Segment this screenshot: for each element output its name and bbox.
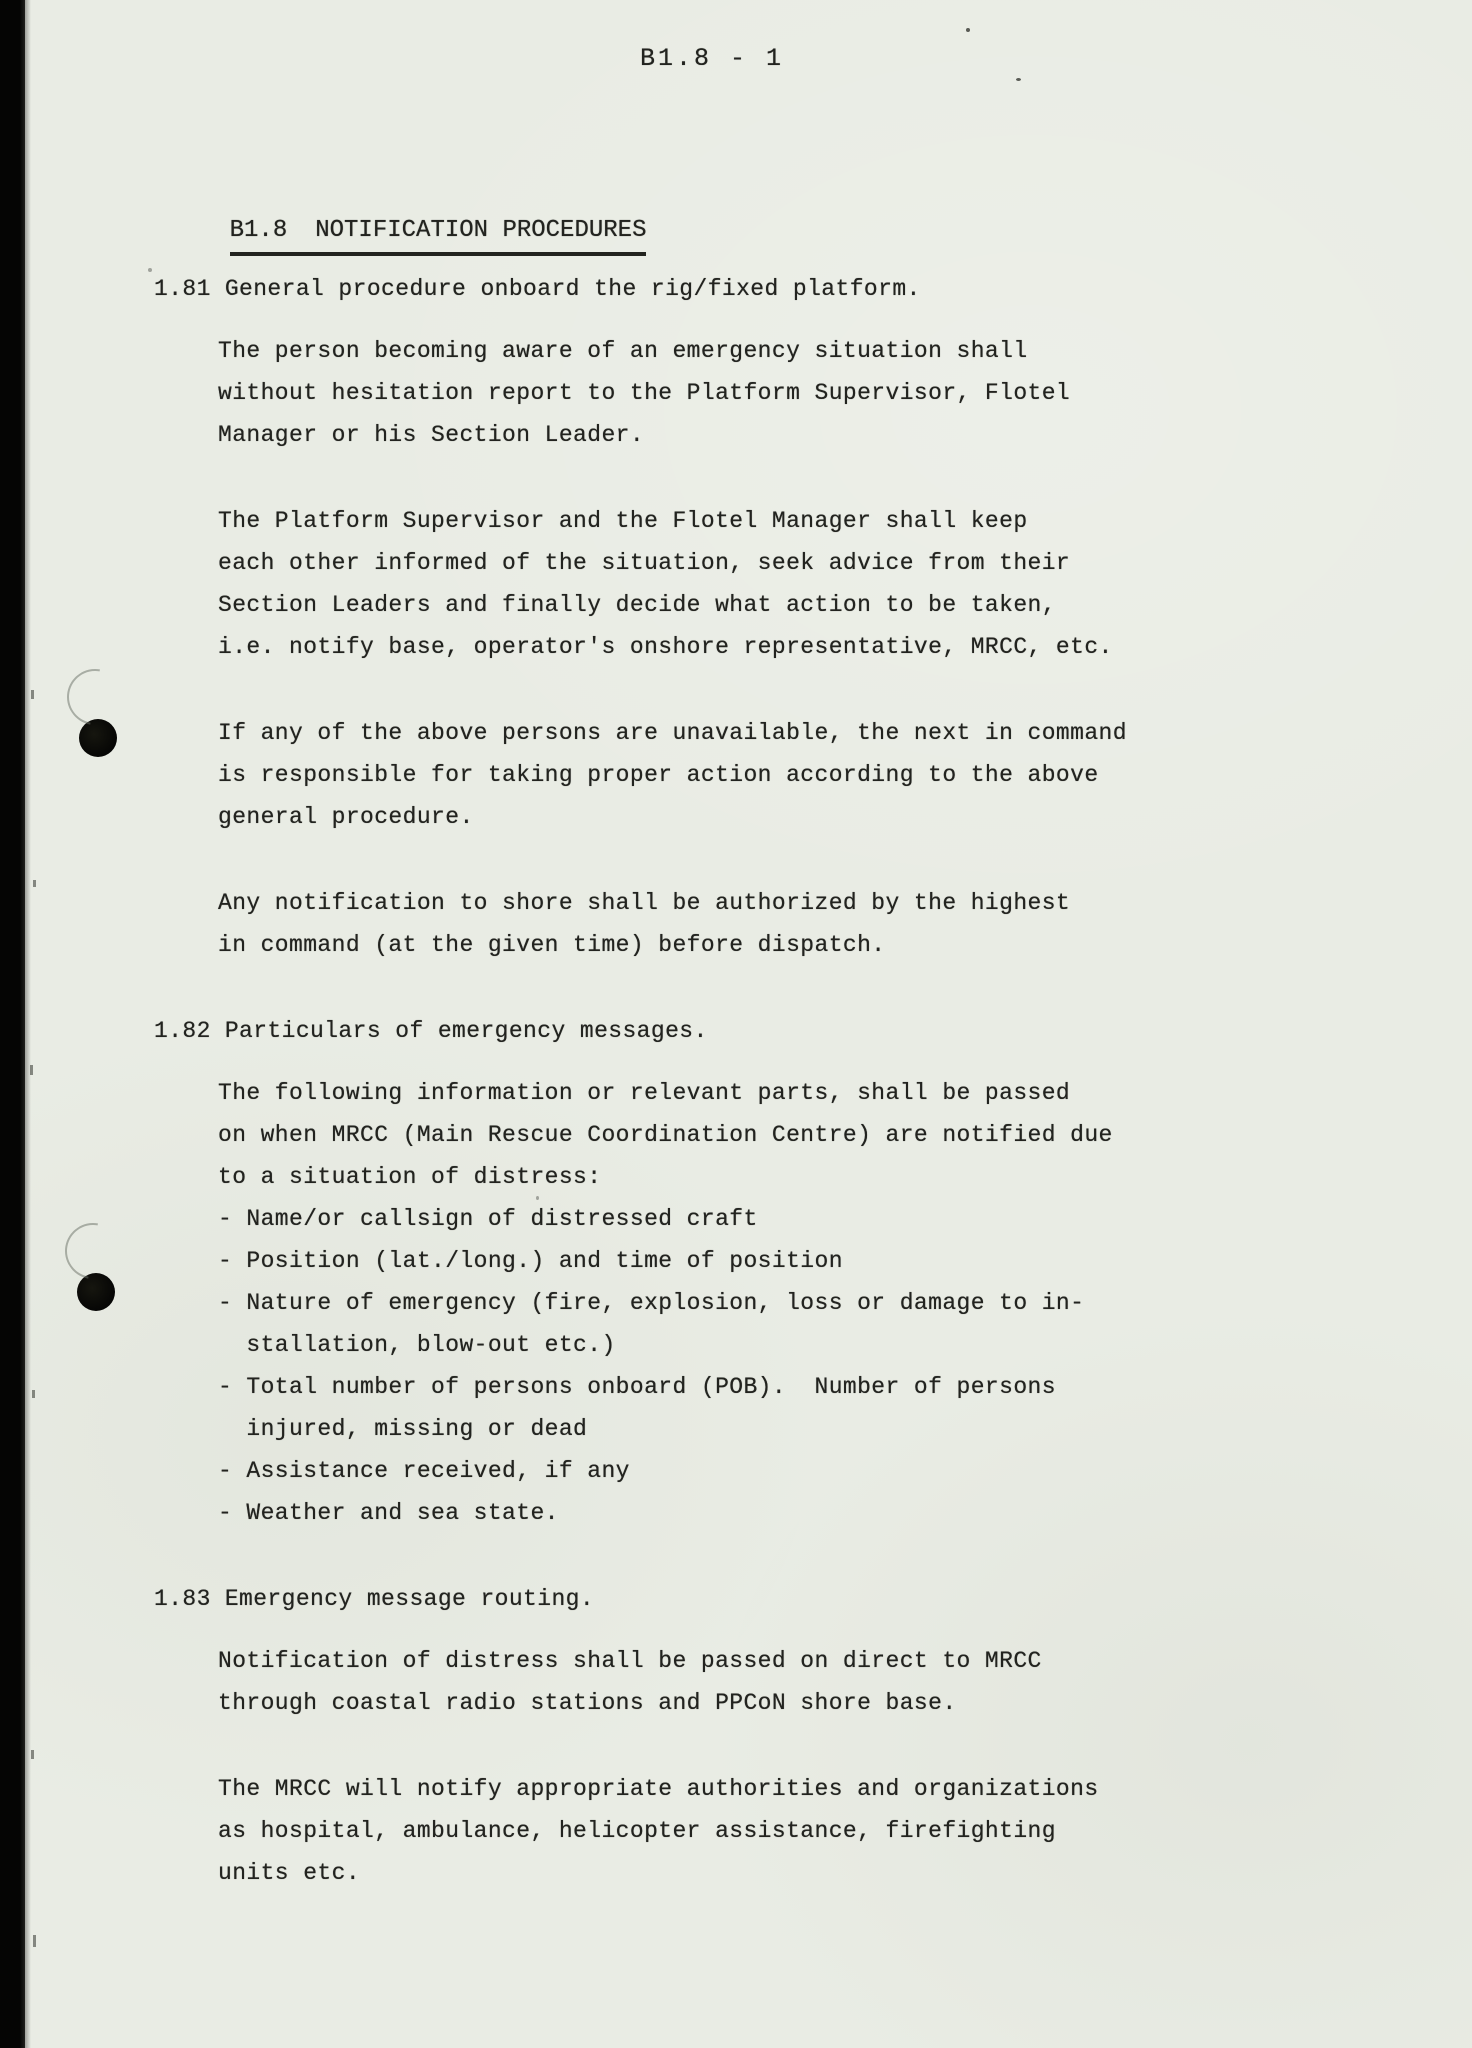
hole-punch-ring-mark <box>54 1212 132 1290</box>
text-line: If any of the above persons are unavailable, the next in command <box>218 720 1127 746</box>
paragraph <box>218 712 1254 838</box>
hole-punch <box>77 1273 115 1311</box>
scan-speck <box>1016 78 1021 81</box>
hole-punch-ring-mark <box>56 658 134 736</box>
text-line: i.e. notify base, operator's onshore representative, MRCC, etc. <box>218 634 1113 660</box>
text-line: Any notification to shore shall be authorized by the highest <box>218 890 1071 916</box>
text-line: - Name/or callsign of distressed craft <box>218 1206 758 1232</box>
text-line: Manager or his Section Leader. <box>218 422 645 448</box>
scan-edge-tick <box>32 1390 35 1398</box>
scan-speck <box>866 768 869 771</box>
text-line: general procedure. <box>218 804 474 830</box>
scan-speck <box>536 1196 539 1200</box>
scan-edge-strip <box>0 0 25 2048</box>
scan-edge-shadow <box>25 0 31 2048</box>
section <box>154 268 1254 966</box>
paragraph <box>218 1640 1254 1724</box>
text-line: units etc. <box>218 1860 361 1886</box>
document-title-text: NOTIFICATION PROCEDURES <box>315 217 647 244</box>
hole-punch <box>79 719 117 757</box>
section-heading <box>154 268 1254 310</box>
text-line: through coastal radio stations and PPCoN shore base. <box>218 1690 957 1716</box>
document-title-underline <box>230 216 647 256</box>
text-line: - Weather and sea state. <box>218 1500 559 1526</box>
paragraph <box>218 330 1254 456</box>
section-number: 1.81 <box>154 276 211 302</box>
section-heading-text: Emergency message routing. <box>224 1586 595 1612</box>
text-line: The following information or relevant parts, shall be passed <box>218 1080 1071 1106</box>
scan-speck <box>148 268 152 272</box>
text-line: injured, missing or dead <box>218 1416 588 1442</box>
section <box>154 1578 1254 1894</box>
scan-edge-tick <box>30 1065 33 1075</box>
text-line: without hesitation report to the Platform Supervisor, Flotel <box>218 380 1071 406</box>
scan-edge-tick <box>31 690 34 699</box>
text-line: Section Leaders and finally decide what action to be taken, <box>218 592 1056 618</box>
page-number: B1.8 - 1 <box>640 44 785 73</box>
scan-edge-tick <box>31 1750 34 1759</box>
section-heading-text: General procedure onboard the rig/fixed platform. <box>224 276 921 302</box>
scan-edge-tick <box>33 1935 36 1947</box>
text-line: Notification of distress shall be passed on direct to MRCC <box>218 1648 1042 1674</box>
text-line: The person becoming aware of an emergency situation shall <box>218 338 1028 364</box>
text-line: as hospital, ambulance, helicopter assistance, firefighting <box>218 1818 1056 1844</box>
section-number: 1.83 <box>154 1586 211 1612</box>
text-line: is responsible for taking proper action according to the above <box>218 762 1099 788</box>
paragraph <box>218 1072 1254 1534</box>
section-heading <box>154 1010 1254 1052</box>
section <box>154 1010 1254 1534</box>
text-line: The MRCC will notify appropriate authorities and organizations <box>218 1776 1099 1802</box>
text-line: each other informed of the situation, seek advice from their <box>218 550 1071 576</box>
paragraph <box>218 882 1254 966</box>
section-heading-text: Particulars of emergency messages. <box>224 1018 708 1044</box>
paragraph <box>218 500 1254 668</box>
text-line: stallation, blow-out etc.) <box>218 1332 616 1358</box>
text-line: - Assistance received, if any <box>218 1458 630 1484</box>
document-title-number: B1.8 <box>229 217 288 244</box>
text-line: on when MRCC (Main Rescue Coordination Centre) are notified due <box>218 1122 1113 1148</box>
scan-edge-tick <box>33 880 36 887</box>
text-line: The Platform Supervisor and the Flotel Manager shall keep <box>218 508 1028 534</box>
paragraph <box>218 1768 1254 1894</box>
text-line: - Nature of emergency (fire, explosion, loss or damage to in- <box>218 1290 1085 1316</box>
section-number: 1.82 <box>154 1018 211 1044</box>
section-heading <box>154 1578 1254 1620</box>
text-line: in command (at the given time) before dispatch. <box>218 932 886 958</box>
text-line: to a situation of distress: <box>218 1164 602 1190</box>
text-line: - Position (lat./long.) and time of position <box>218 1248 843 1274</box>
scan-speck <box>966 28 970 32</box>
text-line: - Total number of persons onboard (POB). Number of persons <box>218 1374 1056 1400</box>
document-body <box>154 268 1254 1938</box>
